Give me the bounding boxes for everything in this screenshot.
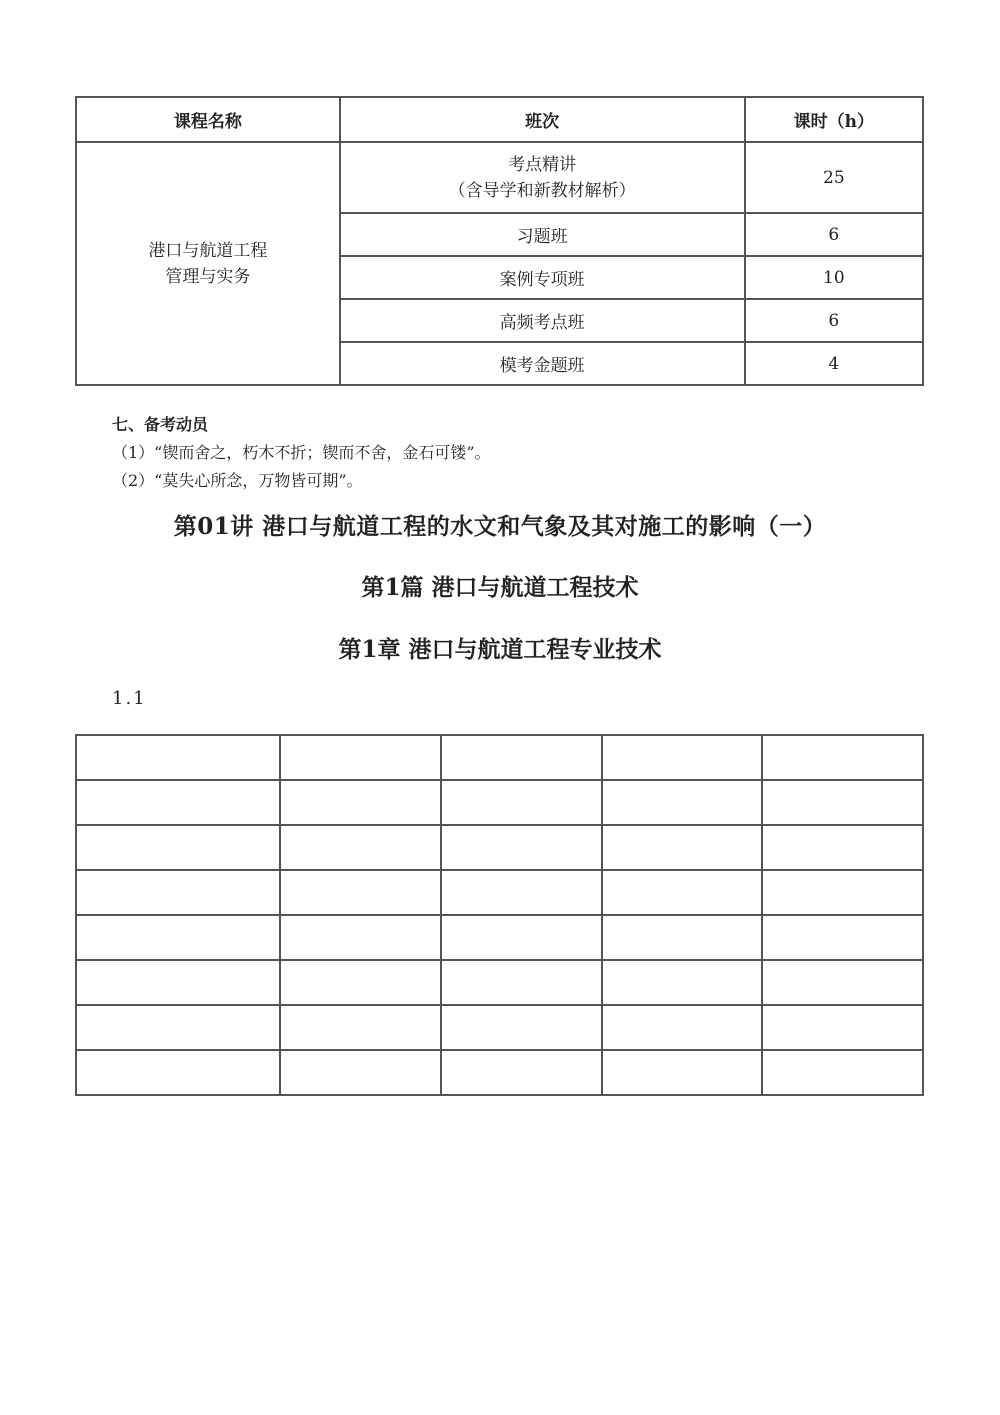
table-cell xyxy=(280,960,441,1005)
table-cell xyxy=(602,870,762,915)
hours-cell: 25 xyxy=(745,142,923,213)
table-cell xyxy=(441,915,601,960)
table-cell xyxy=(762,1050,923,1095)
table-cell xyxy=(76,960,280,1005)
table-cell xyxy=(441,1005,601,1050)
table-cell xyxy=(602,780,762,825)
table-cell xyxy=(602,915,762,960)
table-cell xyxy=(602,735,762,780)
table-cell xyxy=(602,1050,762,1095)
motivation-quote: （2）“莫失心所念，万物皆可期”。 xyxy=(112,471,363,490)
table-row xyxy=(76,825,923,870)
table-cell xyxy=(441,1050,601,1095)
course-schedule-table xyxy=(75,96,924,386)
table-cell xyxy=(280,825,441,870)
class-cell: 案例专项班 xyxy=(340,256,745,299)
hours-cell: 6 xyxy=(745,213,923,256)
table-cell xyxy=(602,960,762,1005)
table-cell xyxy=(280,780,441,825)
table-row xyxy=(76,870,923,915)
hours-cell: 4 xyxy=(745,342,923,385)
table-row xyxy=(76,960,923,1005)
table-row xyxy=(76,142,923,213)
table-cell xyxy=(762,960,923,1005)
header-course-name: 课程名称 xyxy=(76,97,340,142)
blank-table xyxy=(75,734,924,1096)
table-cell xyxy=(762,870,923,915)
table-cell xyxy=(280,870,441,915)
table-row xyxy=(76,735,923,780)
header-hours: 课时（h） xyxy=(745,97,923,142)
chapter-title: 第1章 港口与航道工程专业技术 xyxy=(338,636,662,663)
class-cell xyxy=(340,142,745,213)
section-number: 1.1 xyxy=(112,688,147,709)
table-cell xyxy=(762,735,923,780)
hours-cell: 6 xyxy=(745,299,923,342)
table-cell xyxy=(280,915,441,960)
lecture-title: 第01讲 港口与航道工程的水文和气象及其对施工的影响（一） xyxy=(173,513,827,540)
table-cell xyxy=(762,915,923,960)
class-cell: 模考金题班 xyxy=(340,342,745,385)
table-cell xyxy=(280,1050,441,1095)
table-cell xyxy=(762,825,923,870)
table-cell xyxy=(280,735,441,780)
section-heading: 七、备考动员 xyxy=(112,415,209,434)
motivation-quote: （1）“锲而舍之，朽木不折；锲而不舍，金石可镂”。 xyxy=(112,443,491,462)
class-cell: 习题班 xyxy=(340,213,745,256)
table-cell xyxy=(76,780,280,825)
course-name-line: 港口与航道工程 xyxy=(148,240,268,261)
table-cell xyxy=(441,780,601,825)
table-header-row xyxy=(76,97,923,142)
table-cell xyxy=(76,735,280,780)
class-cell: 高频考点班 xyxy=(340,299,745,342)
part-title: 第1篇 港口与航道工程技术 xyxy=(361,574,639,601)
hours-cell: 10 xyxy=(745,256,923,299)
table-cell xyxy=(76,870,280,915)
table-cell xyxy=(441,825,601,870)
class-note: （含导学和新教材解析） xyxy=(448,180,636,201)
course-name-cell xyxy=(76,142,340,385)
table-cell xyxy=(602,825,762,870)
table-row xyxy=(76,1005,923,1050)
table-cell xyxy=(762,1005,923,1050)
table-cell xyxy=(76,1005,280,1050)
table-cell xyxy=(76,825,280,870)
table-cell xyxy=(602,1005,762,1050)
table-cell xyxy=(280,1005,441,1050)
class-name: 考点精讲 xyxy=(508,154,577,175)
table-cell xyxy=(76,915,280,960)
table-cell xyxy=(441,960,601,1005)
table-row xyxy=(76,915,923,960)
table-row xyxy=(76,1050,923,1095)
table-cell xyxy=(76,1050,280,1095)
table-cell xyxy=(441,870,601,915)
table-row xyxy=(76,780,923,825)
course-name-line: 管理与实务 xyxy=(165,266,251,287)
header-class-type: 班次 xyxy=(340,97,745,142)
table-cell xyxy=(762,780,923,825)
table-cell xyxy=(441,735,601,780)
